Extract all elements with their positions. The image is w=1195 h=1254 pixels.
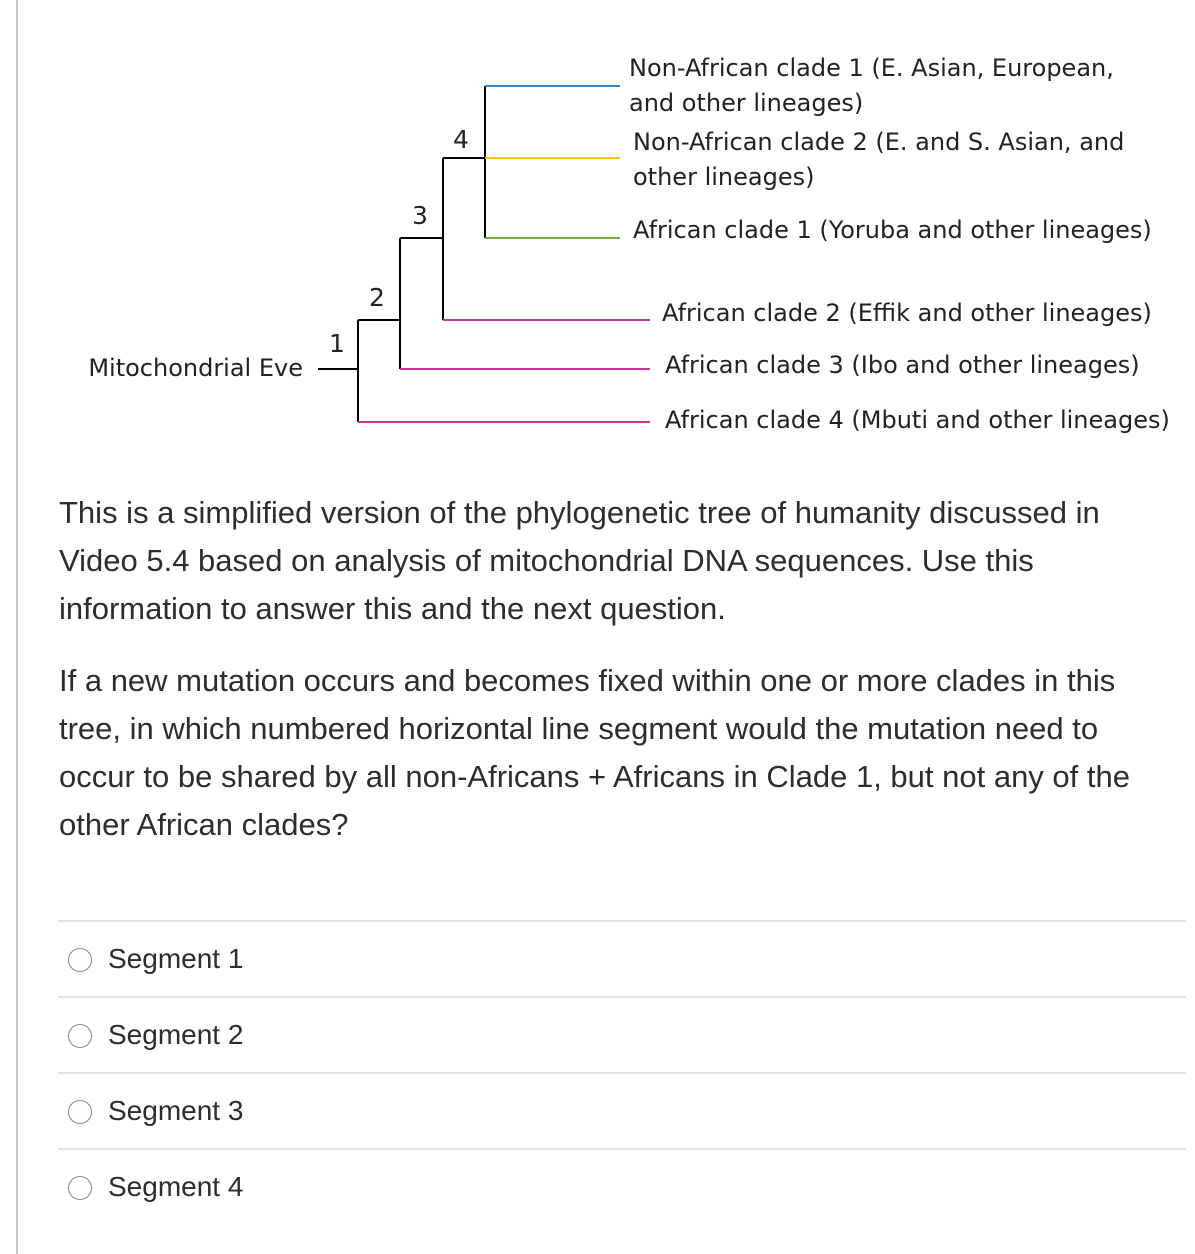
segment-number-4: 4	[453, 125, 469, 154]
answer-option-segment-1[interactable]	[58, 922, 1186, 996]
segment-number-3: 3	[412, 201, 428, 230]
segment-number-2: 2	[369, 283, 385, 312]
clade-label-non-african-2-line-2: other lineages)	[633, 163, 815, 191]
answer-option-segment-3[interactable]	[58, 1074, 1186, 1148]
radio-button[interactable]	[68, 1024, 92, 1048]
question-intro: This is a simplified version of the phylogenetic tree of humanity discussed in Video 5.4 based on analysis of mitochondrial DNA sequences. Use this information to answer this and the next question.	[59, 495, 1100, 626]
clade-label-non-african-1-line-2: and other lineages)	[629, 89, 864, 117]
clade-label-african-2: African clade 2 (Effik and other lineages)	[662, 299, 1152, 327]
answer-label[interactable]: Segment 2	[108, 1019, 244, 1050]
phylogenetic-tree	[0, 0, 1195, 450]
root-label: Mitochondrial Eve	[88, 354, 303, 382]
answer-label[interactable]: Segment 4	[108, 1171, 244, 1202]
clade-label-non-african-2-line-1: Non-African clade 2 (E. and S. Asian, and	[633, 128, 1125, 156]
answer-option-segment-2[interactable]	[58, 998, 1186, 1072]
radio-button[interactable]	[68, 948, 92, 972]
clade-label-african-1: African clade 1 (Yoruba and other lineages)	[633, 216, 1152, 244]
answer-option-segment-4[interactable]	[58, 1150, 1186, 1224]
answer-list	[58, 920, 1186, 1224]
radio-button[interactable]	[68, 1100, 92, 1124]
clade-label-non-african-1-line-1: Non-African clade 1 (E. Asian, European,	[629, 54, 1114, 82]
question-prompt: If a new mutation occurs and becomes fixed within one or more clades in this tree, in which numbered horizontal line segment would the mutation need to occur to be shared by all non-Africans + Africans in Clade 1, but not any of the other African clades?	[59, 663, 1130, 842]
clade-label-african-4: African clade 4 (Mbuti and other lineages)	[665, 406, 1170, 434]
clade-label-african-3: African clade 3 (Ibo and other lineages)	[665, 351, 1140, 379]
answer-label[interactable]: Segment 3	[108, 1095, 244, 1126]
answer-label[interactable]: Segment 1	[108, 943, 244, 974]
radio-button[interactable]	[68, 1176, 92, 1200]
segment-number-1: 1	[329, 329, 345, 358]
